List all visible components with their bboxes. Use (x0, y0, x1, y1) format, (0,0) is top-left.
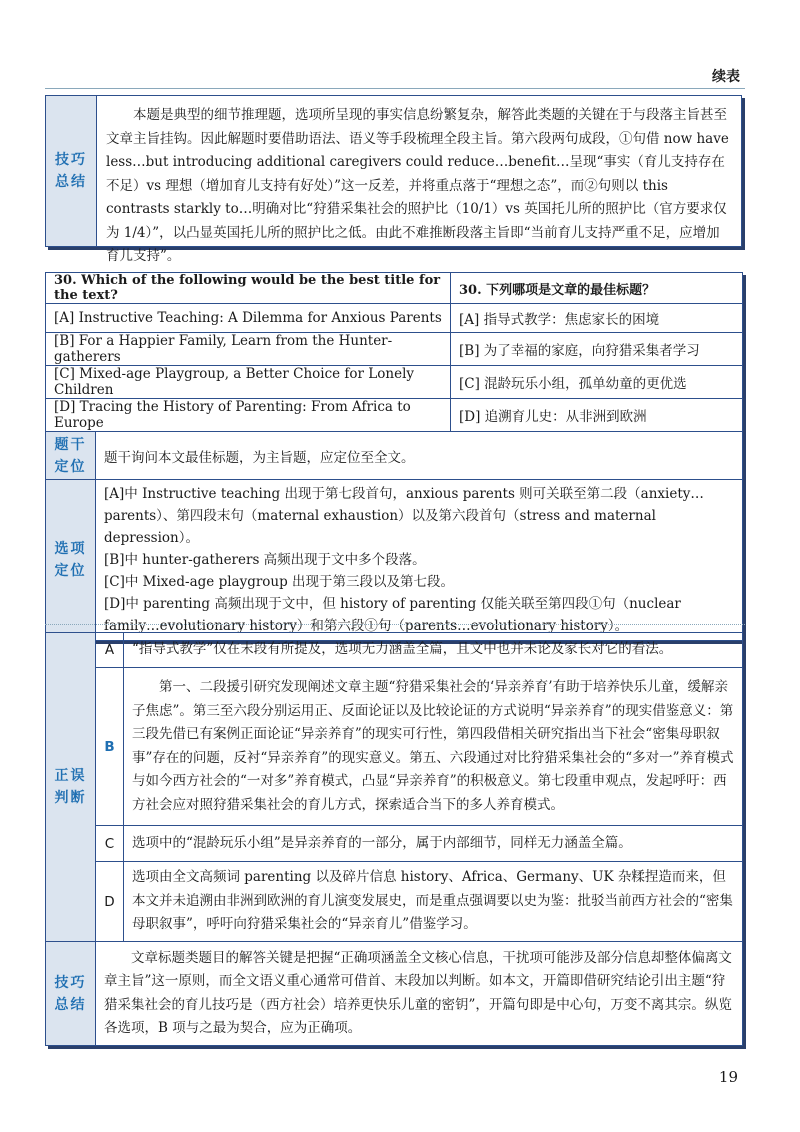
tips-box-2-label: 技巧总结 (54, 974, 87, 1013)
judgement-text-b: 第一、二段援引研究发现阐述文章主题“狩猎采集社会的‘异亲养育’有助于培养快乐儿童，缓解亲子焦虑”。第三至六段分别运用正、反面论证以及比较论证的方式说明“异亲养育”的现实借鉴意义：第三段先借已有案例正面论证“异亲养育”的现实可行性，第四段借相关研究指出当下社会“密集母职叙事”存在的问题，反衬“异亲养育”的现实意义。第五、六段通过对比狩猎采集社会的“多对一”养育模式与如今西方社会的“一对多”养育模式，凸显“异亲养育”的积极意义。第七段重申观点，发起呼吁：西方社会应对照狩猎采集社会的育儿方式，探索适合当下的多人养育模式。 (124, 668, 743, 826)
judgement-letter-d: D (96, 862, 124, 942)
judgement-text-a: “指导式教学”仅在末段有所提及，选项无力涵盖全篇，且文中也并未论及家长对它的看法。 (124, 633, 743, 668)
stem-location-side (46, 432, 96, 480)
tips-box-1-side (46, 96, 97, 246)
header-rule (45, 88, 745, 89)
option-c-en: [C] Mixed-age Playgroup, a Better Choice for Lonely Children (46, 366, 451, 399)
option-d-en: [D] Tracing the History of Parenting: From Africa to Europe (46, 399, 451, 432)
option-a-cn: [A] 指导式教学：焦虑家长的困境 (451, 304, 743, 333)
judgement-table (45, 632, 743, 1046)
option-location-side (46, 480, 96, 641)
judgement-letter-c: C (96, 826, 124, 862)
stem-location-label: 题干定位 (54, 436, 87, 475)
option-location-line-b: [B]中 hunter-gatherers 高频出现于文中多个段落。 (104, 552, 426, 568)
option-d-cn: [D] 追溯育儿史：从非洲到欧洲 (451, 399, 743, 432)
question-en-title: 30. Which of the following would be the best title for the text? (46, 273, 451, 304)
judgement-letter-a: A (96, 633, 124, 668)
option-b-cn: [B] 为了幸福的家庭，向狩猎采集者学习 (451, 333, 743, 366)
judgement-text-c: 选项中的“混龄玩乐小组”是异亲养育的一部分，属于内部细节，同样无力涵盖全篇。 (124, 826, 743, 862)
judgement-side (46, 633, 96, 942)
option-a-en: [A] Instructive Teaching: A Dilemma for Anxious Parents (46, 304, 451, 333)
question-table (45, 272, 743, 641)
tips-box-1-content (96, 96, 741, 264)
option-location-content (96, 480, 743, 641)
page-number: 19 (718, 1068, 738, 1086)
judgement-label: 正误判断 (54, 768, 87, 806)
judgement-text-d: 选项由全文高频词 parenting 以及碎片信息 history、Africa、Germany、UK 杂糅捏造而来，但本文并未追溯由非洲到欧洲的育儿演变发展史，而是重点强调要以史为鉴：批驳当前西方社会的“密集母职叙事”，呼吁向狩猎采集社会的“异亲育儿”借鉴学习。 (124, 862, 743, 942)
option-b-en: [B] For a Happier Family, Learn from the Hunter-gatherers (46, 333, 451, 366)
continued-label: 续表 (712, 69, 740, 85)
option-location-label: 选项定位 (54, 541, 87, 579)
option-location-line-c: [C]中 Mixed-age playgroup 出现于第三段以及第七段。 (104, 574, 455, 590)
tips-box-1 (45, 95, 742, 264)
stem-location-text: 题干询问本文最佳标题，为主旨题，应定位至全文。 (96, 432, 743, 480)
option-location-line-d: [D]中 parenting 高频出现于文中，但 history of parenting 仅能关联至第四段①句（nuclear family…evolutionary history）和第六段①句（parents…evolutionary history）。 (104, 596, 681, 634)
option-c-cn: [C] 混龄玩乐小组，孤单幼童的更优选 (451, 366, 743, 399)
question-cn-title: 30. 下列哪项是文章的最佳标题？ (451, 273, 743, 304)
section-divider (45, 624, 745, 625)
tips-box-1-text: 本题是典型的细节推理题，选项所呈现的事实信息纷繁复杂，解答此类题的关键在于与段落主旨甚至文章主旨挂钩。因此解题时要借助语法、语义等手段梳理全段主旨。第六段两句成段，①句借 now have less…but introducing additional caregivers could reduce…benefit…呈现“事实（育儿支持存在不足）vs 理想（增加育儿支持有好处）”这一反差，并将重点落于“理想之态”，而②句则以 this contrasts starkly to…明确对比“狩猎采集社会的照护比（10/1）vs 英国托儿所的照护比（官方要求仅为 1/4）”，以凸显英国托儿所的照护比之低。由此不难推断段落主旨即“当前育儿支持严重不足，应增加育儿支持”。 (106, 107, 729, 264)
judgement-letter-b: B (96, 668, 124, 826)
option-location-line-a: [A]中 Instructive teaching 出现于第七段首句，anxious parents 则可关联至第二段（anxiety…parents）、第四段末句（maternal exhaustion）以及第六段首句（stress and maternal depression）。 (104, 486, 704, 546)
tips-box-2-side (46, 942, 96, 1046)
tips-box-2-text: 文章标题类题目的解答关键是把握“正确项涵盖全文核心信息，干扰项可能涉及部分信息却整体偏离文章主旨”这一原则，而全文语义重心通常可借首、末段加以判断。如本文，开篇即借研究结论引出主题“狩猎采集社会的育儿技巧是（西方社会）培养更快乐儿童的密钥”，开篇句即是中心句，万变不离其宗。纵览各选项，B 项与之最为契合，应为正确项。 (96, 942, 743, 1046)
tips-box-1-label: 技巧总结 (55, 152, 87, 190)
